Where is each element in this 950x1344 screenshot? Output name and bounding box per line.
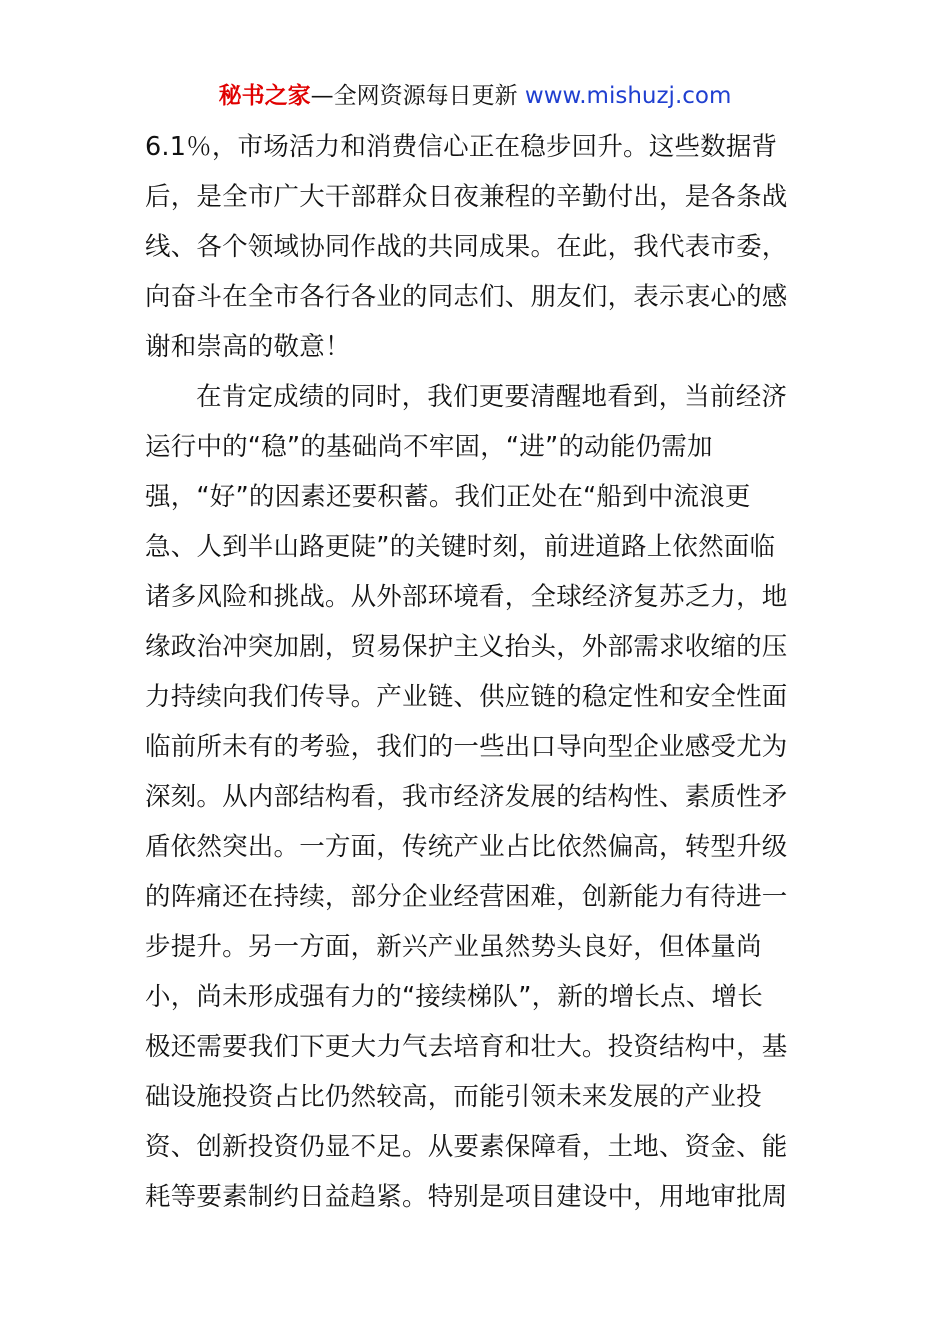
text-line: 在肯定成绩的同时，我们更要清醒地看到，当前经济 (196, 382, 788, 412)
text-line: 诸多风险和挑战。从外部环境看，全球经济复苏乏力，地 (145, 582, 788, 612)
text-line: 力持续向我们传导。产业链、供应链的稳定性和安全性面 (145, 682, 788, 712)
text-line: 的阵痛还在持续，部分企业经营困难，创新能力有待进一 (145, 882, 788, 912)
site-url[interactable]: www.mishuzj.com (524, 83, 732, 109)
text-line: 础设施投资占比仍然较高，而能引领未来发展的产业投 (145, 1082, 762, 1112)
site-tagline: —全网资源每日更新 (310, 83, 525, 109)
text-line: 急、人到半山路更陡”的关键时刻，前进道路上依然面临 (145, 532, 776, 562)
text-line: 盾依然突出。一方面，传统产业占比依然偏高，转型升级 (145, 832, 788, 862)
text-line: 向奋斗在全市各行各业的同志们、朋友们，表示衷心的感 (145, 282, 788, 312)
site-brand: 秘书之家 (218, 83, 311, 109)
text-line: 后，是全市广大干部群众日夜兼程的辛勤付出，是各条战 (145, 182, 788, 212)
text-line: 缘政治冲突加剧，贸易保护主义抬头，外部需求收缩的压 (145, 632, 788, 662)
text-line: 小，尚未形成强有力的“接续梯队”，新的增长点、增长 (145, 982, 763, 1012)
text-line: 强，“好”的因素还要积蓄。我们正处在“船到中流浪更 (145, 482, 751, 512)
text-line: 耗等要素制约日益趋紧。特别是项目建设中，用地审批周 (145, 1182, 788, 1212)
text-line: 6.1％，市场活力和消费信心正在稳步回升。这些数据背 (145, 132, 778, 162)
site-header (0, 80, 950, 112)
text-line: 资、创新投资仍显不足。从要素保障看，土地、资金、能 (145, 1132, 788, 1162)
text-line: 极还需要我们下更大力气去培育和壮大。投资结构中，基 (145, 1032, 788, 1062)
text-line: 步提升。另一方面，新兴产业虽然势头良好，但体量尚 (145, 932, 762, 962)
text-line: 深刻。从内部结构看，我市经济发展的结构性、素质性矛 (145, 782, 788, 812)
text-line: 谢和崇高的敬意！ (145, 332, 351, 362)
text-line: 线、各个领域协同作战的共同成果。在此，我代表市委， (145, 232, 788, 262)
text-line: 运行中的“稳”的基础尚不牢固，“进”的动能仍需加 (145, 432, 713, 462)
document-body (145, 122, 807, 1222)
text-line: 临前所未有的考验，我们的一些出口导向型企业感受尤为 (145, 732, 788, 762)
